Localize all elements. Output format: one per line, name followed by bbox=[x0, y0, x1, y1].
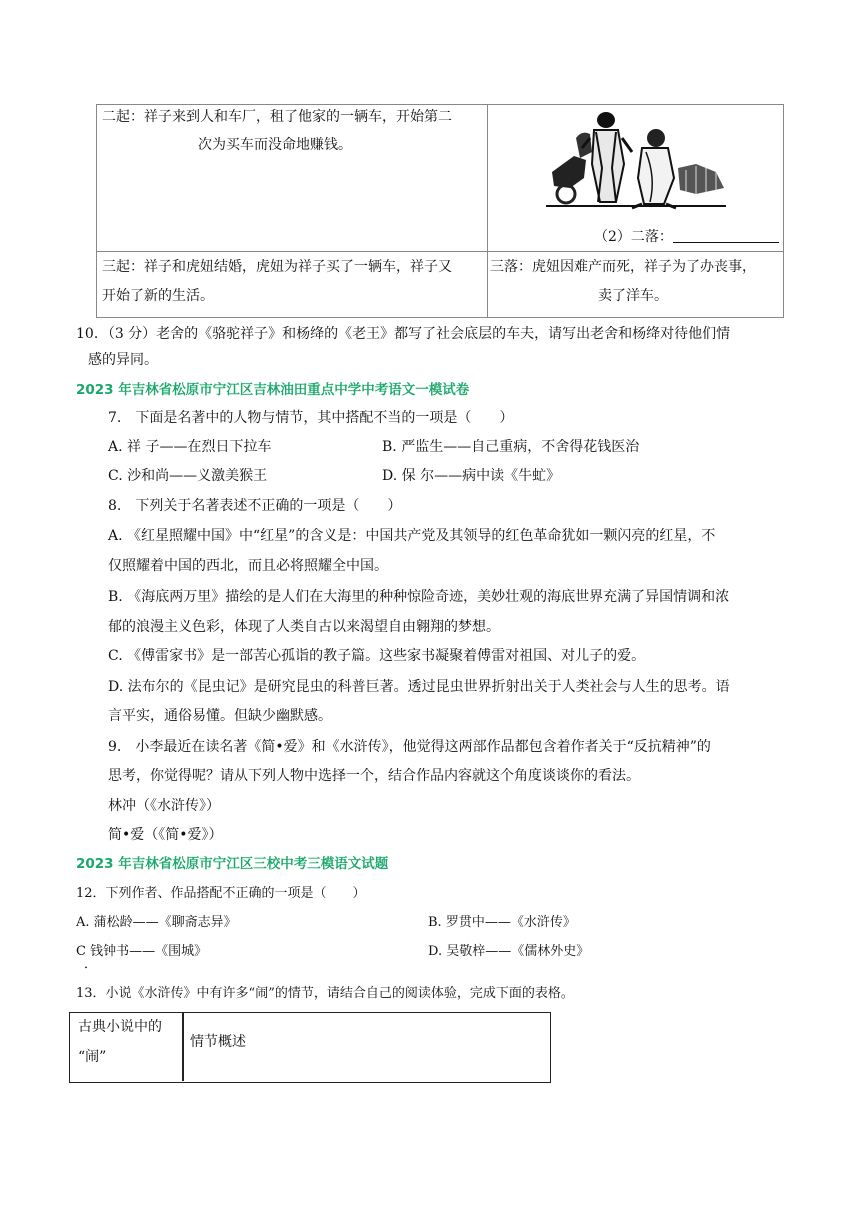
rickshaw-illustration bbox=[546, 108, 726, 212]
table-header: 情节概述 bbox=[190, 1034, 246, 1050]
table-header: “闹” bbox=[78, 1049, 107, 1065]
table-cell-text bbox=[594, 226, 779, 248]
question-10: 10．（3 分）老舍的《骆驼祥子》和杨绛的《老王》都写了社会底层的车夫，请写出老舍和杨绛对待他们情 bbox=[76, 326, 731, 342]
table-cell-text: 二起：祥子来到人和车厂，租了他家的一辆车，开始第二 bbox=[102, 109, 452, 125]
character-option: 简•爱（《简•爱》） bbox=[108, 827, 223, 843]
option-a-cont: 仅照耀着中国的西北，而且必将照耀全中国。 bbox=[108, 558, 388, 574]
table-divider bbox=[97, 251, 783, 252]
section-title: 2023 年吉林省松原市宁江区三校中考三模语文试题 bbox=[76, 856, 389, 872]
option-d-cont: 言平实，通俗易懂。但缺少幽默感。 bbox=[108, 708, 332, 724]
table-header: 古典小说中的 bbox=[78, 1019, 162, 1035]
answer-blank[interactable] bbox=[673, 229, 779, 243]
table-cell-text: 开始了新的生活。 bbox=[102, 288, 214, 304]
option-a: A. 《红星照耀中国》中“红星”的含义是：中国共产党及其领导的红色革命犹如一颗闪亮的红星，不 bbox=[108, 528, 716, 544]
section-title: 2023 年吉林省松原市宁江区吉林油田重点中学中考语文一模试卷 bbox=[76, 382, 470, 398]
table-cell-text: 卖了洋车。 bbox=[598, 288, 668, 304]
option-b: B. 罗贯中——《水浒传》 bbox=[428, 915, 576, 930]
question-8: 8. 下列关于名著表述不正确的一项是（ ） bbox=[108, 498, 402, 514]
option-d: D. 法布尔的《昆虫记》是研究昆虫的科普巨著。透过昆虫世界折射出关于人类社会与人生的思考。语 bbox=[108, 679, 730, 695]
option-c: C. 《傅雷家书》是一部苦心孤诣的教子篇。这些家书凝聚着傅雷对祖国、对儿子的爱。 bbox=[108, 648, 646, 664]
question-9-cont: 思考，你觉得呢？请从下列人物中选择一个，结合作品内容就这个角度谈谈你的看法。 bbox=[108, 768, 640, 784]
caption-label: （2）二落： bbox=[594, 229, 673, 245]
question-13: 13．小说《水浒传》中有许多“闹”的情节，请结合自己的阅读体验，完成下面的表格。 bbox=[76, 986, 574, 1001]
table-cell-text: 三起：祥子和虎妞结婚，虎妞为祥子买了一辆车，祥子又 bbox=[102, 259, 452, 275]
option-b: B. 《海底两万里》描绘的是人们在大海里的种种惊险奇迹，美妙壮观的海底世界充满了异国情调和浓 bbox=[108, 589, 730, 605]
option-b: B. 严监生——自己重病，不舍得花钱医治 bbox=[382, 439, 640, 455]
question-12: 12．下列作者、作品搭配不正确的一项是（ ） bbox=[76, 886, 366, 901]
option-d: D. 保 尔——病中读《牛虻》 bbox=[382, 468, 561, 484]
option-b-cont: 郁的浪漫主义色彩，体现了人类自古以来渴望自由翱翔的梦想。 bbox=[108, 619, 500, 635]
table-cell-text: 次为买车而没命地赚钱。 bbox=[198, 137, 352, 153]
question-9: 9. 小李最近在读名著《简•爱》和《水浒传》，他觉得这两部作品都包含着作者关于“反抗精神”的 bbox=[108, 739, 711, 755]
option-a: A. 蒲松龄——《聊斋志异》 bbox=[76, 915, 237, 930]
option-c: C 钱钟书——《围城》 bbox=[76, 944, 208, 959]
option-c-dot: ． bbox=[84, 957, 98, 972]
table-divider bbox=[487, 105, 488, 317]
character-option: 林冲（《水浒传》） bbox=[108, 798, 220, 814]
table-divider bbox=[182, 1013, 184, 1081]
option-c: C. 沙和尚——义激美猴王 bbox=[108, 468, 268, 484]
table-cell-text: 三落：虎妞因难产而死，祥子为了办丧事， bbox=[490, 259, 756, 275]
option-d: D. 吴敬梓——《儒林外史》 bbox=[428, 944, 590, 959]
question-10-cont: 感的异同。 bbox=[88, 352, 158, 368]
question-7: 7. 下面是名著中的人物与情节，其中搭配不当的一项是（ ） bbox=[108, 410, 514, 426]
option-a: A. 祥 子——在烈日下拉车 bbox=[108, 439, 272, 455]
